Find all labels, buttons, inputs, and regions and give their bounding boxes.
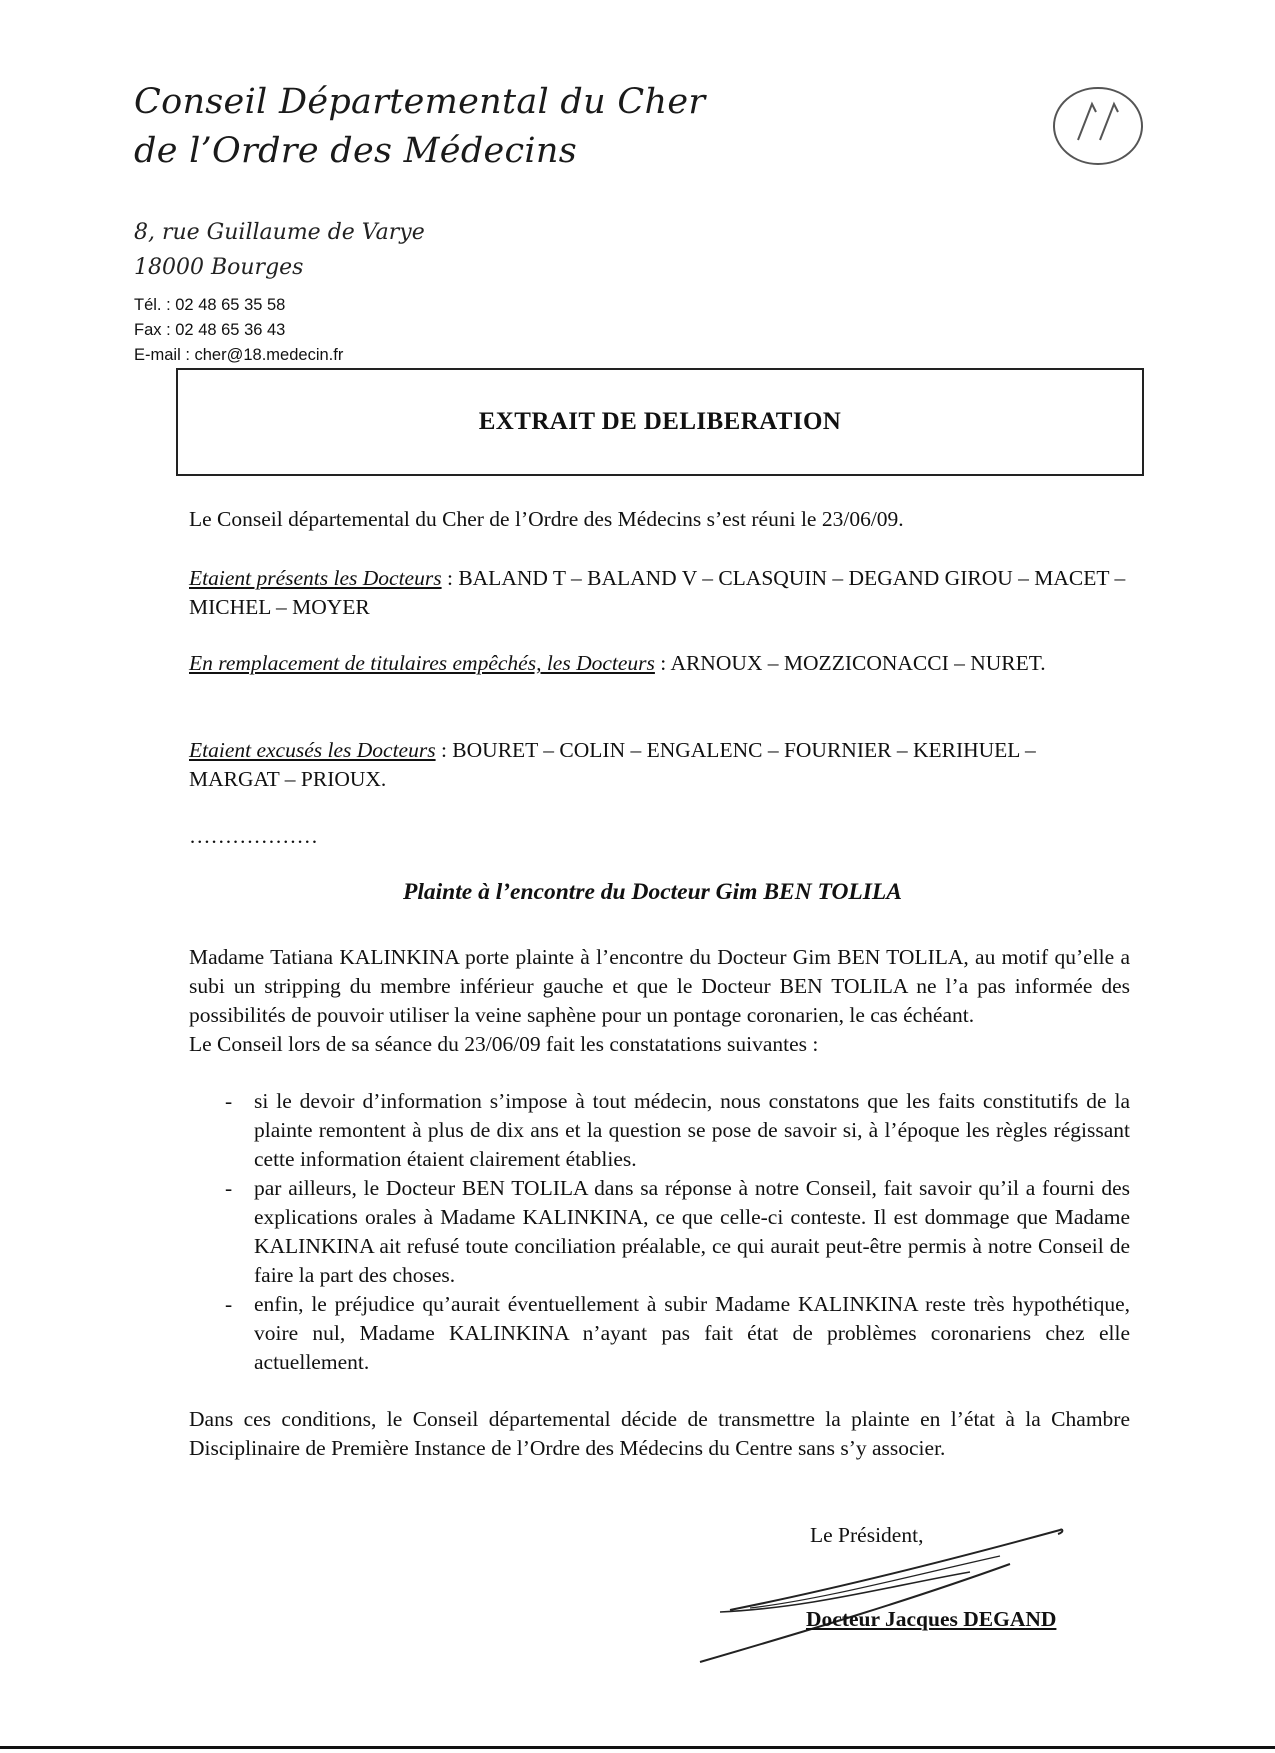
list-dash: - — [225, 1089, 233, 1113]
present-doctors — [189, 564, 1130, 622]
finding-text: si le devoir d’information s’impose à tout médecin, nous constatons que les faits constitutifs de la plainte remontent à plus de dix ans et la question se pose de savoir si, à l’époque les règles régissant cette information étaient clairement établies. — [254, 1089, 1130, 1171]
address-street: 8, rue Guillaume de Varye — [134, 220, 425, 245]
email-address: E-mail : cher@18.medecin.fr — [134, 346, 344, 364]
page-bottom-edge — [0, 1746, 1275, 1749]
president-label: Le Président, — [810, 1523, 924, 1547]
list-dash: - — [225, 1292, 233, 1316]
replacement-doctors — [189, 649, 1130, 678]
address-city: 18000 Bourges — [134, 255, 304, 280]
excused-label: Etaient excusés les Docteurs — [189, 738, 436, 762]
meeting-intro: Le Conseil départemental du Cher de l’Ordre des Médecins s’est réuni le 23/06/09. — [189, 507, 904, 531]
phone-number: Tél. : 02 48 65 35 58 — [134, 296, 286, 314]
finding-text: par ailleurs, le Docteur BEN TOLILA dans sa réponse à notre Conseil, fait savoir qu’il a fourni des explications orales à Madame KALINKINA, ce que celle-ci conteste. Il est dommage que Madame KALINKINA ait refusé toute conciliation préalable, ce qui aurait peut-être permis à notre Conseil de faire la part des choses. — [254, 1176, 1130, 1287]
list-dash: - — [225, 1176, 233, 1200]
handwritten-page-number-stamp — [1048, 82, 1148, 170]
excused-names: : BOURET – COLIN – ENGALENC – FOURNIER – KERIHUEL – MARGAT – PRIOUX. — [189, 738, 1036, 791]
letterhead — [134, 78, 754, 176]
list-item — [189, 1174, 1130, 1290]
excused-doctors — [189, 736, 1130, 794]
findings-intro: Le Conseil lors de sa séance du 23/06/09 fait les constatations suivantes : — [189, 1032, 819, 1056]
signatory-name: Docteur Jacques DEGAND — [806, 1607, 1057, 1631]
complaint-subject: Plainte à l’encontre du Docteur Gim BEN TOLILA — [403, 879, 902, 905]
org-name-line2: de l’Ordre des Médecins — [134, 131, 578, 171]
complaint-paragraph — [189, 943, 1130, 1059]
findings-list — [189, 1087, 1130, 1377]
document-title: EXTRAIT DE DELIBERATION — [478, 408, 842, 435]
complaint-text: Madame Tatiana KALINKINA porte plainte à l’encontre du Docteur Gim BEN TOLILA, au motif qu’elle a subi un stripping du membre inférieur gauche et que le Docteur BEN TOLILA ne l’a pas informée des possibilités de pouvoir utiliser la veine saphène pour un pontage coronarien, le cas échéant. — [189, 945, 1130, 1027]
conclusion-paragraph: Dans ces conditions, le Conseil départemental décide de transmettre la plainte en l’état à la Chambre Disciplinaire de Première Instance de l’Ordre des Médecins du Centre sans s’y associer. — [189, 1407, 1130, 1460]
contact-details — [134, 293, 343, 368]
replacement-names: : ARNOUX – MOZZICONACCI – NURET. — [654, 651, 1046, 675]
fax-number: Fax : 02 48 65 36 43 — [134, 321, 286, 339]
finding-text: enfin, le préjudice qu’aurait éventuellement à subir Madame KALINKINA reste très hypothétique, voire nul, Madame KALINKINA n’ayant pas fait état de problèmes coronariens chez elle actuellement. — [254, 1292, 1130, 1374]
list-item — [189, 1087, 1130, 1174]
title-box — [176, 368, 1144, 476]
ellipsis-separator: ……………… — [189, 824, 318, 848]
org-name-line1: Conseil Départemental du Cher — [134, 82, 706, 122]
present-label: Etaient présents les Docteurs — [189, 566, 442, 590]
postal-address — [134, 215, 425, 285]
handwritten-signature — [690, 1520, 1090, 1670]
present-names: : BALAND T – BALAND V – CLASQUIN – DEGAND GIROU – MACET – MICHEL – MOYER — [189, 566, 1126, 619]
list-item — [189, 1290, 1130, 1377]
replacement-label: En remplacement de titulaires empêchés, les Docteurs — [189, 651, 655, 675]
